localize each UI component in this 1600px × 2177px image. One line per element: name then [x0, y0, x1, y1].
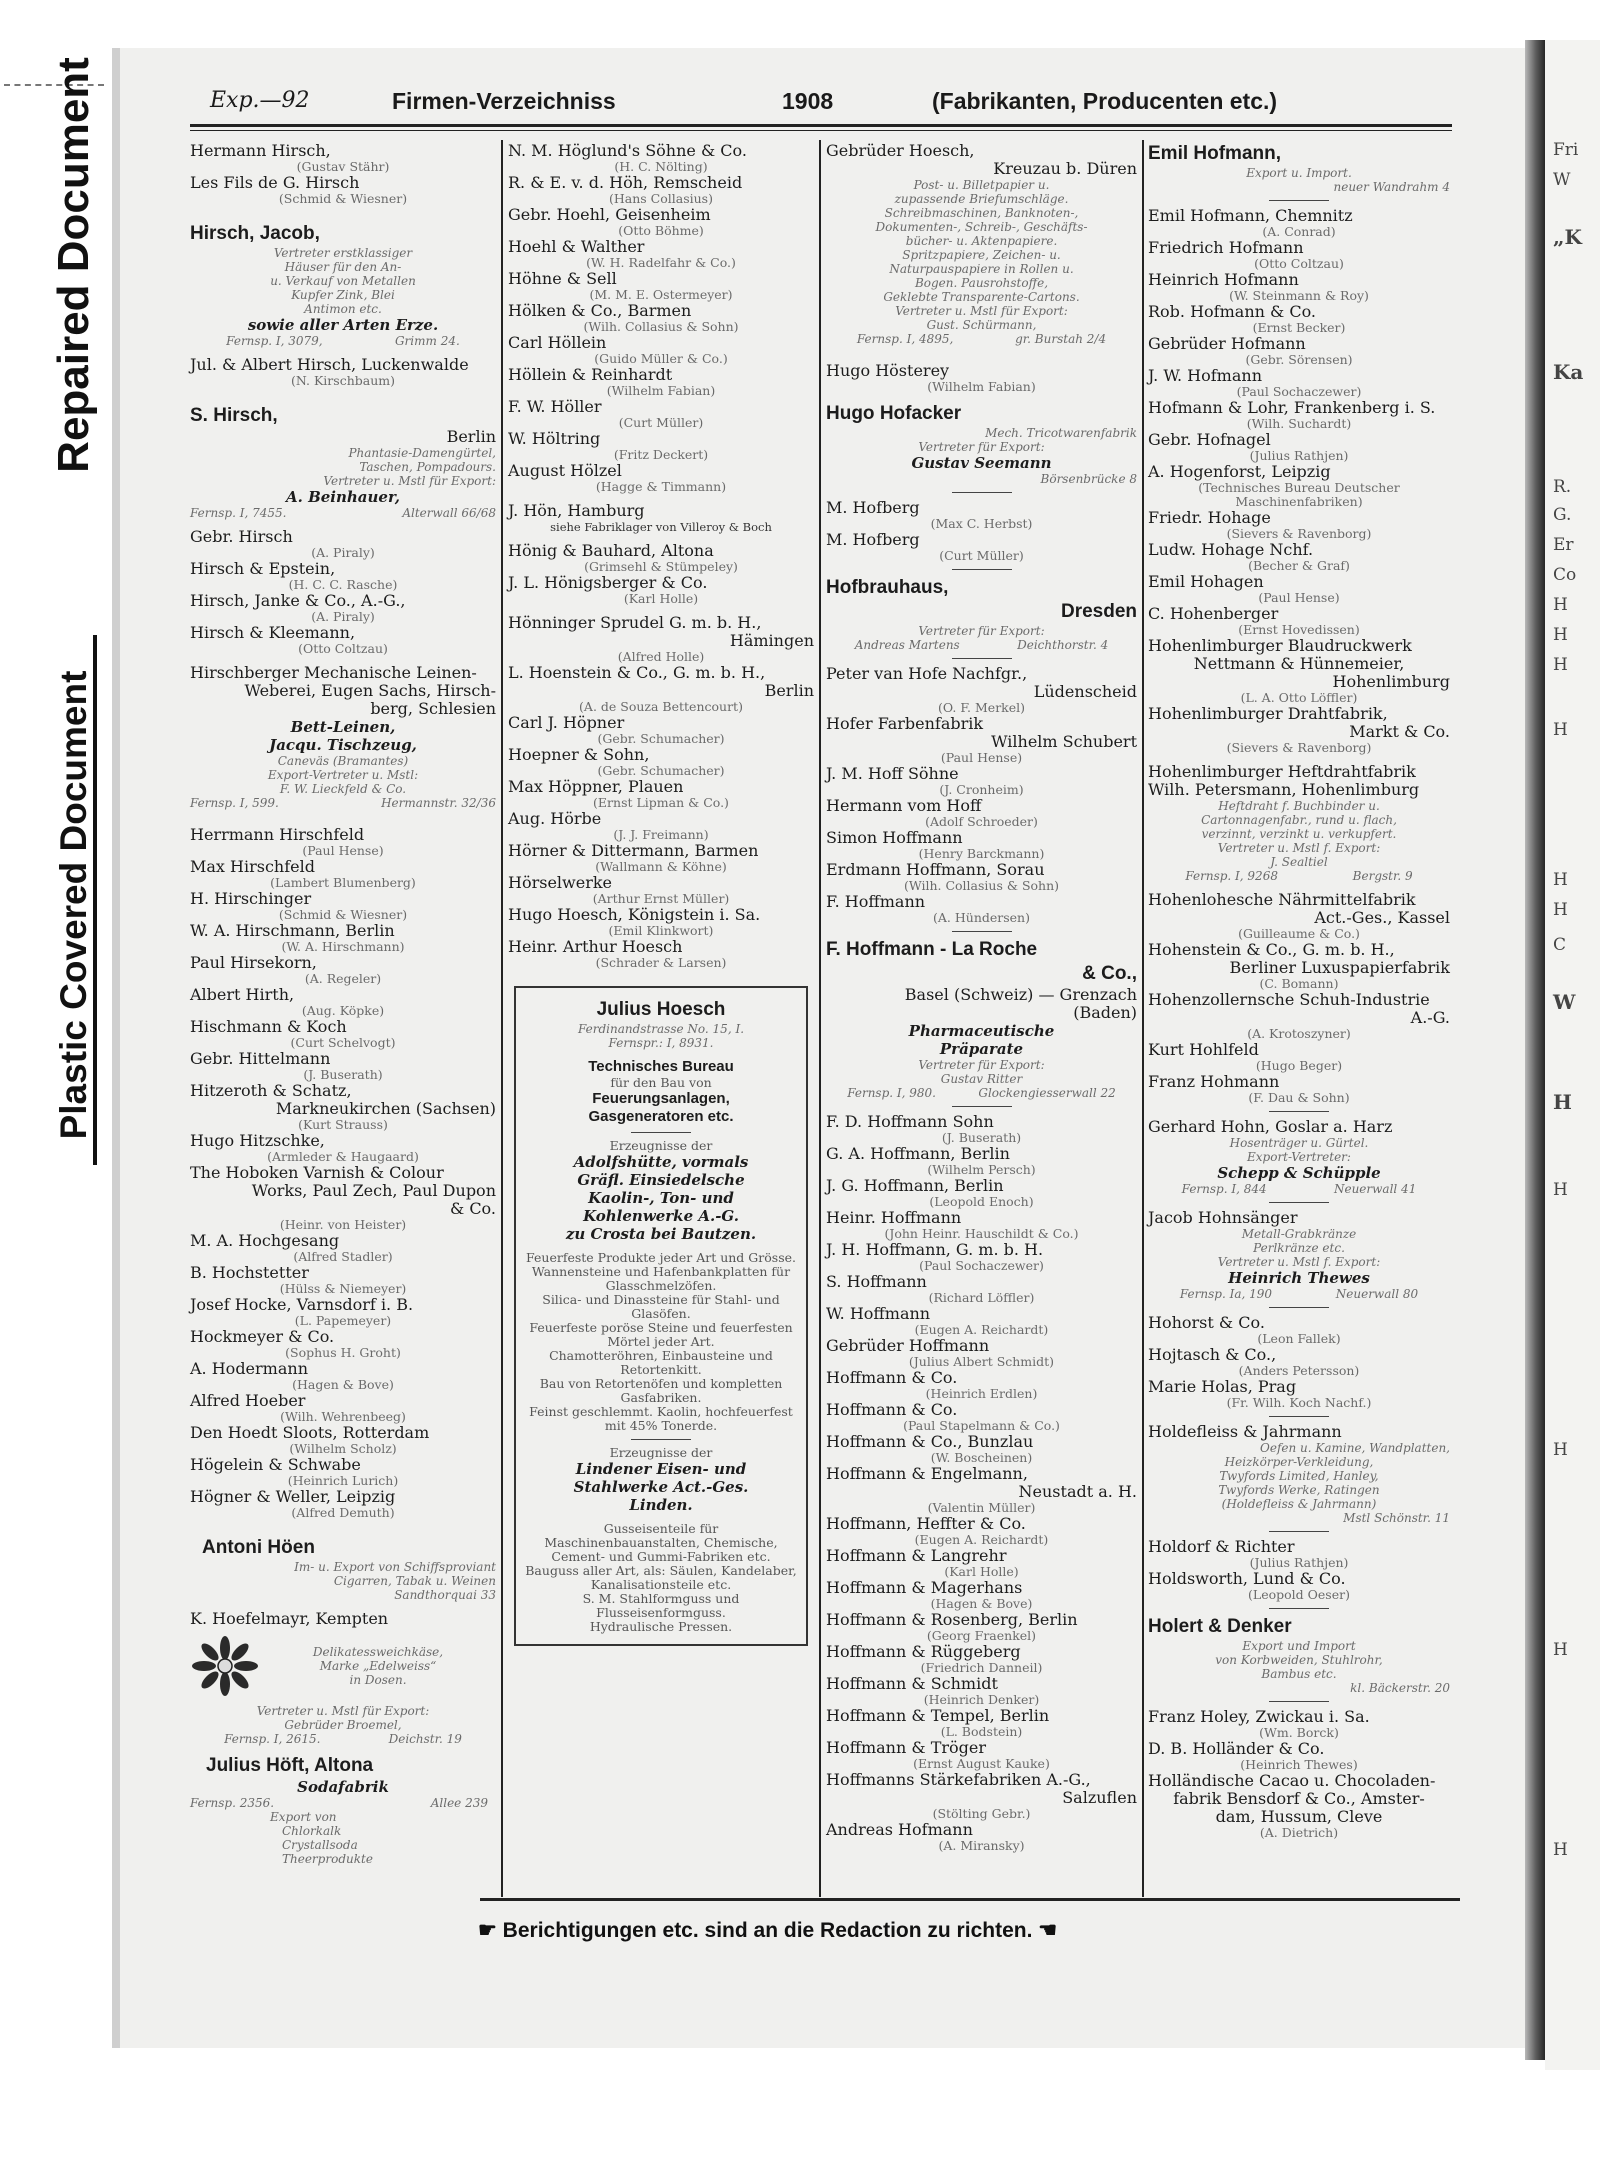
list-item: M. Hofberg (Max C. Herbst)	[826, 498, 1033, 531]
list-item: Erdmann Hoffmann, Sorau (Wilh. Collasius & Sohn)	[826, 860, 1060, 893]
header-subtitle: (Fabrikanten, Producenten etc.)	[932, 88, 1278, 114]
list-item: Rob. Hofmann & Co. (Ernst Becker)	[1148, 302, 1346, 335]
list-item: Simon Hoffmann (Henry Barckmann)	[826, 828, 1045, 861]
list-item: Heinrich Hofmann (W. Steinmann & Roy)	[1148, 270, 1369, 303]
list-item: Herrmann Hirschfeld (Paul Hense)	[190, 825, 384, 858]
list-item: J. W. Hofmann (Paul Sochaczewer)	[1148, 366, 1362, 399]
list-item: Hoffmanns Stärkefabriken A.-G., Salzuflen (Stölting Gebr.)	[826, 1770, 1137, 1821]
list-item: Hoffmann & Tröger (Ernst August Kauke)	[826, 1738, 1050, 1771]
header-rule	[190, 124, 1452, 127]
column-divider	[819, 140, 821, 1897]
list-item: Hofmann & Lohr, Frankenberg i. S. (Wilh. Suchardt)	[1148, 398, 1436, 431]
list-item: W. Hoffmann (Eugen A. Reichardt)	[826, 1304, 1049, 1337]
list-item: Hohenzollernsche Schuh-Industrie A.-G. (A. Krotoszyner)	[1148, 990, 1450, 1041]
list-item: Holert & Denker Export und Import von Korbweiden, Stuhlrohr, Bambus etc. kl. Bäckerstr. 20	[1148, 1616, 1450, 1695]
list-item: Hoffmann & Langrehr (Karl Holle)	[826, 1546, 1019, 1579]
list-item: A. Hodermann (Hagen & Bove)	[190, 1359, 394, 1392]
pointing-hand-icon: ☛	[478, 1919, 497, 1942]
list-item: Alfred Hoeber (Wilh. Wehrenbeeg)	[190, 1391, 406, 1424]
list-item: Hoffmann & Engelmann, Neustadt a. H. (Valentin Müller)	[826, 1464, 1137, 1515]
list-item: Hörselwerke (Arthur Ernst Müller)	[508, 873, 730, 906]
list-item: Högner & Weller, Leipzig (Alfred Demuth)	[190, 1487, 396, 1520]
list-item: Hojtasch & Co., (Anders Petersson)	[1148, 1345, 1360, 1378]
list-item: H. Hirschinger (Schmid & Wiesner)	[190, 889, 408, 922]
list-item: L. Hoenstein & Co., G. m. b. H., Berlin (A. de Souza Bettencourt)	[508, 663, 814, 714]
list-item: Hoffmann, Heffter & Co. (Eugen A. Reichardt)	[826, 1514, 1049, 1547]
list-item: The Hoboken Varnish & Colour Works, Paul Zech, Paul Dupon & Co. (Heinr. von Heister)	[190, 1163, 496, 1232]
list-item: Högelein & Schwabe (Heinrich Lurich)	[190, 1455, 399, 1488]
list-item: F. Hoffmann - La Roche & Co., Basel (Schweiz) — Grenzach (Baden) Pharmaceutische Präparate Vertreter für Export: Gustav Ritter Fernsp. I, 980. Glockengiesserwall 22	[826, 939, 1137, 1100]
list-item: Peter van Hofe Nachfgr., Lüdenscheid (O. F. Merkel)	[826, 664, 1137, 715]
list-item: Gebr. Hofnagel (Julius Rathjen)	[1148, 430, 1349, 463]
list-item: Holdefleiss & Jahrmann Oefen u. Kamine, Wandplatten, Heizkörper-Verkleidung, Twyfords Limited, Hanley, Twyfords Werke, Ratingen (Holdefleiss & Jahrmann) Mstl Schönstr. 11	[1148, 1422, 1450, 1525]
list-item: Hugo Hitzschke, (Armleder & Haugaard)	[190, 1131, 419, 1164]
list-item: August Hölzel (Hagge & Timmann)	[508, 461, 727, 494]
list-item: Les Fils de G. Hirsch (Schmid & Wiesner)	[190, 173, 408, 206]
list-item: F. Hoffmann (A. Hündersen)	[826, 892, 1030, 925]
list-item: Hirsch & Epstein, (H. C. C. Rasche)	[190, 559, 398, 592]
column-3	[826, 142, 1137, 1853]
list-item: Hirsch, Jacob, Vertreter erstklassiger Häuser für den An- u. Verkauf von Metallen Kupfer Zink, Blei Antimon etc. sowie aller Arten Erze. Fernsp. I, 3079, Grimm 24.	[190, 223, 460, 348]
list-item: Holdsworth, Lund & Co. (Leopold Oeser)	[1148, 1569, 1350, 1602]
list-item: Hermann Hirsch, (Gustav Stähr)	[190, 141, 390, 174]
list-item: F. W. Höller (Curt Müller)	[508, 397, 704, 430]
list-item: A. Hogenforst, Leipzig (Technisches Bureau Deutscher Maschinenfabriken)	[1148, 462, 1400, 509]
column-2	[508, 142, 814, 1654]
list-item: Den Hoedt Sloots, Rotterdam (Wilhelm Scholz)	[190, 1423, 430, 1456]
list-item: Max Höppner, Plauen (Ernst Lipman & Co.)	[508, 777, 729, 810]
list-item: M. A. Hochgesang (Alfred Stadler)	[190, 1231, 393, 1264]
list-item: Hohenstein & Co., G. m. b. H., Berliner Luxuspapierfabrik (C. Bomann)	[1148, 940, 1450, 991]
list-item: N. M. Höglund's Söhne & Co. (H. C. Nölting)	[508, 141, 747, 174]
list-item: Heinr. Arthur Hoesch (Schrader & Larsen)	[508, 937, 727, 970]
list-item: Hofer Farbenfabrik Wilhelm Schubert (Paul Hense)	[826, 714, 1137, 765]
list-item: R. & E. v. d. Höh, Remscheid (Hans Collasius)	[508, 173, 743, 206]
list-item: Hugo Hösterey (Wilhelm Fabian)	[826, 361, 1036, 394]
list-item: Höllein & Reinhardt (Wilhelm Fabian)	[508, 365, 716, 398]
list-item: Gebr. Hoehl, Geisenheim (Otto Böhme)	[508, 205, 711, 238]
list-item: Hofbrauhaus, Dresden Vertreter für Export: Andreas Martens Deichthorstr. 4	[826, 577, 1137, 652]
list-item: Kurt Hohlfeld (Hugo Beger)	[1148, 1040, 1343, 1073]
list-item: Hohenlimburger Blaudruckwerk Nettmann & Hünnemeier, Hohenlimburg (L. A. Otto Löffler)	[1148, 636, 1450, 705]
list-item: J. M. Hoff Söhne (J. Cronheim)	[826, 764, 1024, 797]
list-item: Gebr. Hittelmann (J. Buserath)	[190, 1049, 383, 1082]
page-title: Firmen-Verzeichniss	[392, 88, 616, 114]
list-item: D. B. Holländer & Co. (Heinrich Thewes)	[1148, 1739, 1358, 1772]
list-item: Paul Hirsekorn, (A. Regeler)	[190, 953, 382, 986]
list-item: Ludw. Hohage Nchf. (Becher & Graf)	[1148, 540, 1350, 573]
advertisement-box: Julius Hoesch Ferdinandstrasse No. 15, I. Fernspr.: I, 8931. Technisches Bureau für den Bau von Feuerungsanlagen, Gasgeneratoren etc. Erzeugnisse der Adolfshütte, vormals Gräfl. Einsiedelsche Kaolin-, Ton- und Kohlenwerke A.-G. zu Crosta bei Bautzen. Feuerfeste Produkte jeder Art und Grösse. Wannensteine und Hafenbankplatten für Glasschmelzöfen. Silica- und Dinassteine für Stahl- und Glasöfen. Feuerfeste poröse Steine und feuerfesten Mörtel jeder Art. Chamotteröhren, Einbausteine und Retortenkitt. Bau von Retortenöfen und kompletten Gasfabriken. Feinst geschlemmt. Kaolin, hochfeuerfest mit 45% Tonerde. Erzeugnisse der Lindener Eisen- und Stahlwerke Act.-Ges. Linden. Gusseisenteile für Maschinenbauanstalten, Chemische, Cement- und Gummi-Fabriken etc. Bauguss aller Art, als: Säulen, Kandelaber, Kanalisationsteile etc. S. M. Stahlformguss und Flusseisenformguss. Hydraulische Pressen.	[514, 986, 808, 1646]
pointing-hand-icon: ☚	[1038, 1919, 1058, 1942]
list-item: Hugo Hoesch, Königstein i. Sa. (Emil Klinkwort)	[508, 905, 761, 938]
list-item: Hoffmann & Rüggeberg (Friedrich Danneil)	[826, 1642, 1043, 1675]
list-item: Hermann vom Hoff (Adolf Schroeder)	[826, 796, 1038, 829]
list-item: J. Hön, Hamburg siehe Fabriklager von Villeroy & Boch	[508, 501, 772, 534]
list-item: Hoffmann & Co., Bunzlau (W. Boscheinen)	[826, 1432, 1034, 1465]
list-item: Hoepner & Sohn, (Gebr. Schumacher)	[508, 745, 725, 778]
list-item: Gebr. Hirsch (A. Piraly)	[190, 527, 375, 560]
list-item: Hölken & Co., Barmen (Wilh. Collasius & Sohn)	[508, 301, 739, 334]
list-item: Max Hirschfeld (Lambert Blumenberg)	[190, 857, 416, 890]
list-item: Hönig & Bauhard, Altona (Grimsehl & Stümpeley)	[508, 541, 738, 574]
column-4	[1148, 142, 1450, 1840]
list-item: Hoffmann & Tempel, Berlin (L. Bodstein)	[826, 1706, 1050, 1739]
list-item: Antoni Höen Im- u. Export von Schiffsproviant Cigarren, Tabak u. Weinen Sandthorquai 33	[202, 1537, 496, 1602]
book-spine	[1525, 40, 1545, 2060]
list-item: G. A. Hoffmann, Berlin (Wilhelm Persch)	[826, 1144, 1036, 1177]
list-item: Holdorf & Richter (Julius Rathjen)	[1148, 1537, 1349, 1570]
list-item: S. Hirsch, Berlin Phantasie-Damengürtel, Taschen, Pompadours. Vertreter u. Mstl für Export: A. Beinhauer, Fernsp. I, 7455. Alterwall 66/68	[190, 405, 496, 520]
list-item: Josef Hocke, Varnsdorf i. B. (L. Papemeyer)	[190, 1295, 414, 1328]
column-divider	[501, 140, 503, 1897]
list-item: Höhne & Sell (M. M. E. Ostermeyer)	[508, 269, 733, 302]
list-item: Hirsch & Kleemann, (Otto Coltzau)	[190, 623, 388, 656]
list-item: Carl Höllein (Guido Müller & Co.)	[508, 333, 728, 366]
column-divider	[1142, 140, 1144, 1897]
list-item: Friedrich Hofmann (Otto Coltzau)	[1148, 238, 1344, 271]
list-item: Hirsch, Janke & Co., A.-G., (A. Piraly)	[190, 591, 406, 624]
list-item: Hoehl & Walther (W. H. Radelfahr & Co.)	[508, 237, 736, 270]
list-item: J. H. Hoffmann, G. m. b. H. (Paul Sochaczewer)	[826, 1240, 1044, 1273]
list-item: Hohenlimburger Drahtfabrik, Markt & Co. (Sievers & Ravenborg)	[1148, 704, 1450, 755]
list-item: Jul. & Albert Hirsch, Luckenwalde (N. Kirschbaum)	[190, 355, 469, 388]
list-item: Julius Höft, Altona Sodafabrik Fernsp. 2356. Allee 239 Export von Chlorkalk Crystallsoda Theerprodukte	[190, 1755, 488, 1866]
list-item: K. Hoefelmayr, Kempten Delikatessweichkäse, Marke „Edelweiss“ in Dosen. Vertreter u. Mstl für Export: Gebrüder Broemel, Fernsp. I, 2615. Deichstr. 19	[190, 1609, 462, 1746]
list-item: Gebrüder Hoffmann (Julius Albert Schmidt)	[826, 1336, 1055, 1369]
list-item: Franz Hohmann (F. Dau & Sohn)	[1148, 1072, 1350, 1105]
list-item: Hohenlohesche Nährmittelfabrik Act.-Ges., Kassel (Guilleaume & Co.)	[1148, 890, 1450, 941]
list-item: C. Hohenberger (Ernst Hovedissen)	[1148, 604, 1360, 637]
next-page-edge: Fri W „K Ka R. G. Er Co H H H H H H C W H H H H H	[1545, 40, 1600, 2070]
list-item: Jacob Hohnsänger Metall-Grabkränze Perlkränze etc. Vertreter u. Mstl f. Export: Heinrich Thewes Fernsp. Ia, 190 Neuerwall 80	[1148, 1208, 1419, 1301]
list-item: Hohenlimburger Heftdrahtfabrik Wilh. Petersmann, Hohenlimburg Heftdraht f. Buchbinder u. Cartonnagenfabr., rund u. flach, verzinnt, verzinkt u. verkupfert. Vertreter u. Mstl f. Export: J. Sealtiel Fernsp. I, 9268 Bergstr. 9	[1148, 762, 1420, 883]
list-item: Friedr. Hohage (Sievers & Ravenborg)	[1148, 508, 1372, 541]
list-item: Hirschberger Mechanische Leinen- Weberei, Eugen Sachs, Hirsch- berg, Schlesien Bett-Leinen, Jacqu. Tischzeug, Caneväs (Bramantes) Export-Vertreter u. Mstl: F. W. Lieckfeld & Co. Fernsp. I, 599. Hermannstr. 32/36	[190, 663, 496, 810]
header-year: 1908	[782, 88, 834, 114]
list-item: Hoffmann & Co. (Paul Stapelmann & Co.)	[826, 1400, 1060, 1433]
list-item: F. D. Hoffmann Sohn (J. Buserath)	[826, 1112, 1022, 1145]
list-item: J. G. Hoffmann, Berlin (Leopold Enoch)	[826, 1176, 1034, 1209]
list-item: Andreas Hofmann (A. Miransky)	[826, 1820, 1025, 1853]
list-item: Hoffmann & Schmidt (Heinrich Denker)	[826, 1674, 1040, 1707]
footer-notice: ☛ Berichtigungen etc. sind an die Redaction zu richten. ☚	[478, 1919, 1058, 1942]
list-item: Aug. Hörbe (J. J. Freimann)	[508, 809, 709, 842]
list-item: Hoffmann & Rosenberg, Berlin (Georg Fraenkel)	[826, 1610, 1078, 1643]
header-rule-thin	[190, 130, 1452, 131]
list-item: Carl J. Höpner (Gebr. Schumacher)	[508, 713, 725, 746]
list-item: Gebrüder Hofmann (Gebr. Sörensen)	[1148, 334, 1353, 367]
list-item: Holländische Cacao u. Chocoladen- fabrik Bensdorf & Co., Amster- dam, Hussum, Cleve (A. Dietrich)	[1148, 1771, 1436, 1840]
edelweiss-icon	[190, 1634, 260, 1698]
list-item: Emil Hofmann, Chemnitz (A. Conrad)	[1148, 206, 1353, 239]
list-item: Gebrüder Hoesch, Kreuzau b. Düren Post- u. Billetpapier u. zupassende Briefumschläge. Schreibmaschinen, Banknoten-, Dokumenten-, Schreib-, Geschäfts- bücher- u. Aktenpapiere. Spritzpapiere, Zeichen- u. Naturpauspapiere in Rollen u. Bogen. Pausrohstoffe, Geklebte Transparente-Cartons. Vertreter u. Mstl für Export: Gust. Schürmann, Fernsp. I, 4895, gr. Burstah 2/4	[826, 141, 1137, 346]
list-item: Hönninger Sprudel G. m. b. H., Hämingen (Alfred Holle)	[508, 613, 814, 664]
list-item: Hörner & Dittermann, Barmen (Wallmann & Köhne)	[508, 841, 759, 874]
list-item: Gerhard Hohn, Goslar a. Harz Hosenträger u. Gürtel. Export-Vertreter: Schepp & Schüpple Fernsp. I, 844 Neuerwall 41	[1148, 1117, 1417, 1196]
list-item: B. Hochstetter (Hülss & Niemeyer)	[190, 1263, 407, 1296]
list-item: M. Hofberg (Curt Müller)	[826, 530, 1024, 563]
list-item: Emil Hofmann, Export u. Import. neuer Wandrahm 4	[1148, 143, 1450, 194]
list-item: Hoffmann & Magerhans (Hagen & Bove)	[826, 1578, 1033, 1611]
list-item: Albert Hirth, (Aug. Köpke)	[190, 985, 385, 1018]
list-item: J. L. Hönigsberger & Co. (Karl Holle)	[508, 573, 708, 606]
list-item: Hischmann & Koch (Curt Schelvogt)	[190, 1017, 396, 1050]
list-item: Heinr. Hoffmann (John Heinr. Hauschildt & Co.)	[826, 1208, 1079, 1241]
list-item: Hoffmann & Co. (Heinrich Erdlen)	[826, 1368, 1038, 1401]
page-number: Exp.—92	[210, 88, 310, 113]
list-item: Hitzeroth & Schatz, Markneukirchen (Sachsen) (Kurt Strauss)	[190, 1081, 496, 1132]
list-item: Franz Holey, Zwickau i. Sa. (Wm. Borck)	[1148, 1707, 1370, 1740]
list-item: Hockmeyer & Co. (Sophus H. Groht)	[190, 1327, 401, 1360]
column-1	[190, 142, 496, 1866]
list-item: Marie Holas, Prag (Fr. Wilh. Koch Nachf.)	[1148, 1377, 1372, 1410]
footer-rule	[480, 1898, 1460, 1901]
list-item: S. Hoffmann (Richard Löffler)	[826, 1272, 1035, 1305]
list-item: Emil Hohagen (Paul Hense)	[1148, 572, 1340, 605]
list-item: Hugo Hofacker Mech. Tricotwarenfabrik Vertreter für Export: Gustav Seemann Börsenbrücke 8	[826, 403, 1137, 486]
list-item: Hohorst & Co. (Leon Fallek)	[1148, 1313, 1341, 1346]
list-item: W. A. Hirschmann, Berlin (W. A. Hirschmann)	[190, 921, 405, 954]
list-item: W. Höltring (Fritz Deckert)	[508, 429, 709, 462]
